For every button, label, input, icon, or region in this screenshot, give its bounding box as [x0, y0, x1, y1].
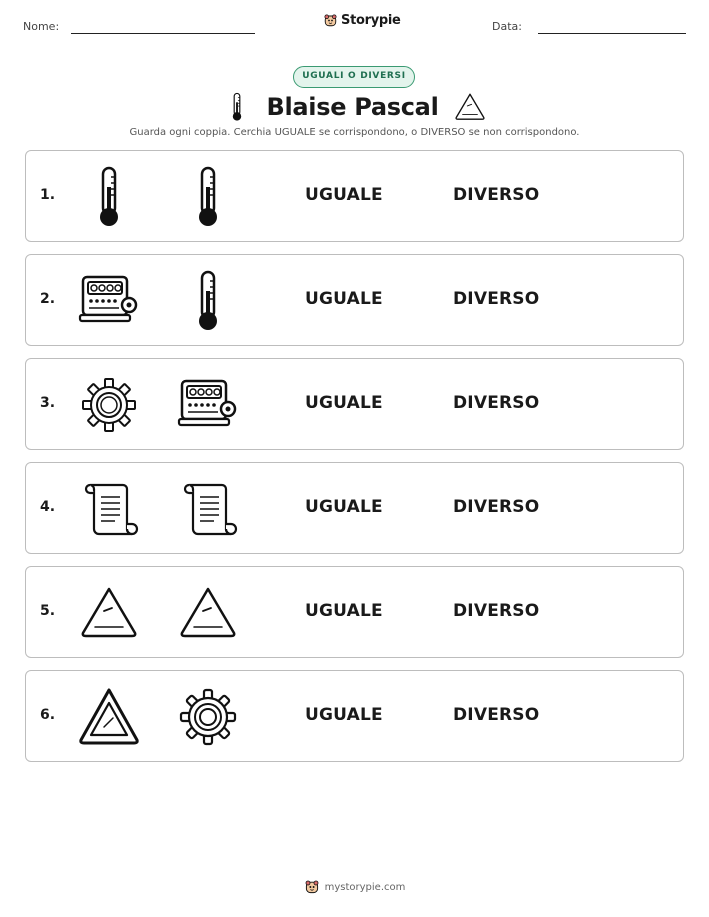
same-option[interactable]: UGUALE: [305, 497, 383, 517]
activity-badge: UGUALI O DIVERSI: [293, 66, 415, 88]
date-label: Data:: [492, 20, 522, 33]
scroll-icon: [176, 477, 240, 541]
question-number: 3.: [40, 395, 56, 411]
mascot-icon: [304, 879, 320, 895]
name-line[interactable]: [71, 33, 255, 34]
question-row-1: [25, 150, 684, 242]
calculator-icon: [176, 373, 240, 437]
question-number: 6.: [40, 707, 56, 723]
mascot-icon: [323, 13, 338, 28]
different-option[interactable]: DIVERSO: [453, 393, 540, 413]
gear-icon: [176, 685, 240, 749]
thermometer-icon: [176, 269, 240, 333]
title-row: [0, 90, 709, 124]
gear-icon: [77, 373, 141, 437]
thermometer-icon: [222, 90, 252, 124]
same-option[interactable]: UGUALE: [305, 705, 383, 725]
instructions: Guarda ogni coppia. Cerchia UGUALE se corrispondono, o DIVERSO se non corrispondono.: [129, 127, 580, 138]
question-row-2: [25, 254, 684, 346]
thermometer-icon: [176, 165, 240, 229]
question-row-3: [25, 358, 684, 450]
thermometer-icon: [77, 165, 141, 229]
question-number: 1.: [40, 187, 56, 203]
footer: [0, 879, 709, 895]
date-line[interactable]: [538, 33, 686, 34]
brand-name: Storypie: [341, 13, 401, 28]
different-option[interactable]: DIVERSO: [453, 601, 540, 621]
question-row-5: [25, 566, 684, 658]
different-option[interactable]: DIVERSO: [453, 497, 540, 517]
name-label: Nome:: [23, 20, 60, 33]
different-option[interactable]: DIVERSO: [453, 705, 540, 725]
same-option[interactable]: UGUALE: [305, 289, 383, 309]
question-number: 5.: [40, 603, 56, 619]
question-row-4: [25, 462, 684, 554]
triangle-icon: [453, 90, 487, 124]
different-option[interactable]: DIVERSO: [453, 289, 540, 309]
scroll-icon: [77, 477, 141, 541]
same-option[interactable]: UGUALE: [305, 601, 383, 621]
different-option[interactable]: DIVERSO: [453, 185, 540, 205]
calculator-icon: [77, 269, 141, 333]
footer-url[interactable]: mystorypie.com: [324, 881, 406, 893]
question-number: 2.: [40, 291, 56, 307]
page-title: Blaise Pascal: [266, 93, 439, 121]
triangle-icon: [176, 581, 240, 645]
same-option[interactable]: UGUALE: [305, 393, 383, 413]
brand-logo: [323, 13, 401, 28]
question-number: 4.: [40, 499, 56, 515]
same-option[interactable]: UGUALE: [305, 185, 383, 205]
question-row-6: [25, 670, 684, 762]
triangle-icon: [77, 581, 141, 645]
warning-triangle-icon: [77, 685, 141, 749]
